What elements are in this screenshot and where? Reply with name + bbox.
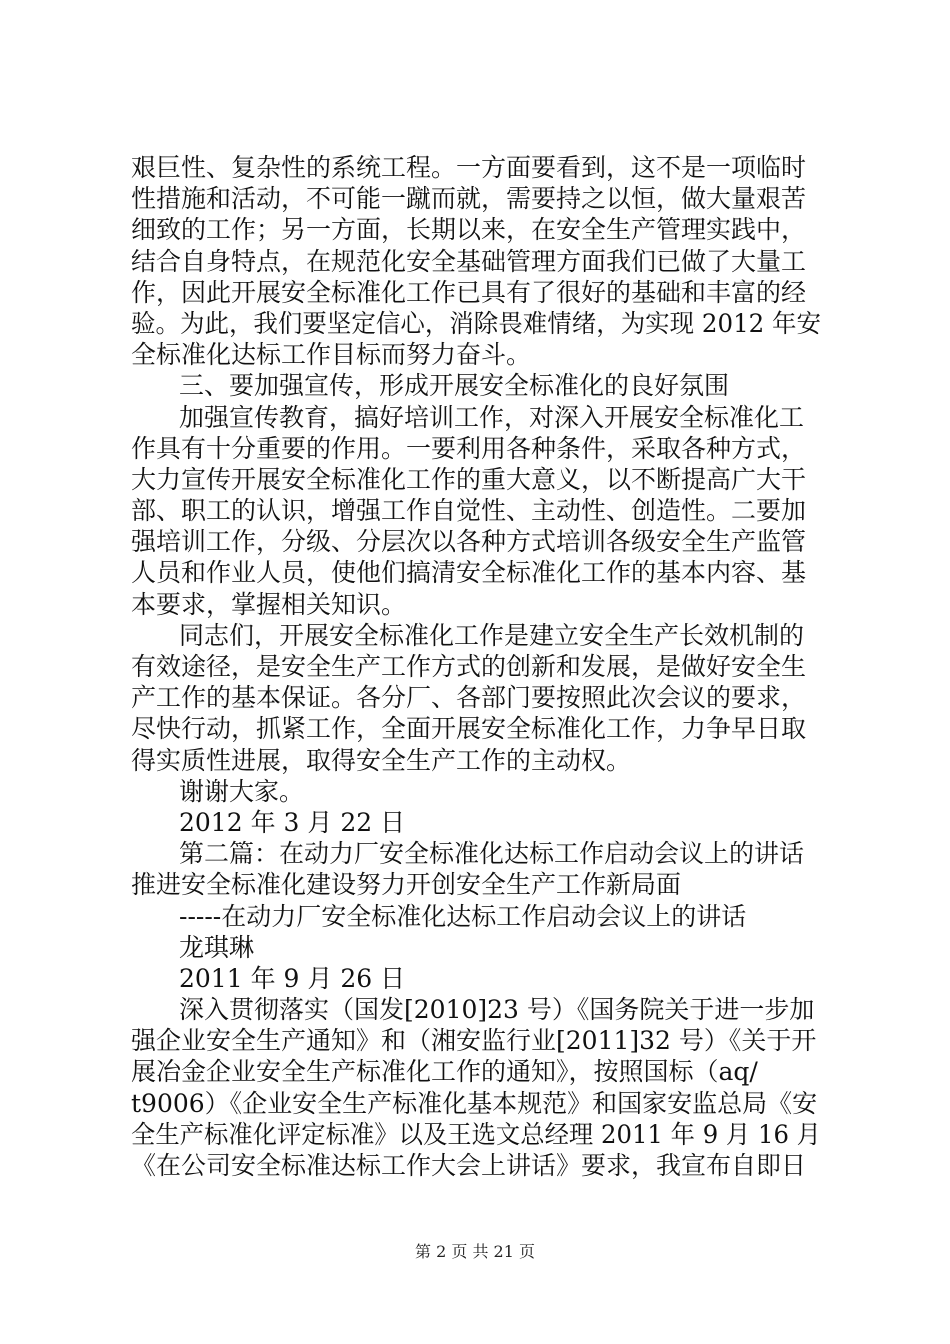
text-line: 尽快行动，抓紧工作，全面开展安全标准化工作，力争早日取	[131, 714, 807, 744]
text-line: 谢谢大家。	[179, 776, 305, 806]
text-line: 第二篇：在动力厂安全标准化达标工作启动会议上的讲话	[179, 839, 805, 869]
text-line: 2012 年 3 月 22 日	[179, 807, 406, 837]
text-line: t9006）《企业安全生产标准化基本规范》和国家安监总局《安	[131, 1088, 818, 1118]
text-line: 深入贯彻落实（国发[2010]23 号）《国务院关于进一步加	[179, 995, 815, 1025]
text-line: 2011 年 9 月 26 日	[179, 963, 406, 993]
text-line: 有效途径，是安全生产工作方式的创新和发展，是做好安全生	[131, 652, 807, 681]
text-line: -----在动力厂安全标准化达标工作启动会议上的讲话	[179, 901, 747, 931]
text-line: 结合自身特点，在规范化安全基础管理方面我们已做了大量工	[131, 246, 807, 276]
text-line: 部、职工的认识，增强工作自觉性、主动性、创造性。二要加	[131, 496, 807, 526]
text-line: 加强宣传教育，搞好培训工作，对深入开展安全标准化工	[179, 402, 805, 432]
text-line: 强培训工作，分级、分层次以各种方式培训各级安全生产监管	[131, 527, 807, 557]
text-line: 性措施和活动，不可能一蹴而就，需要持之以恒，做大量艰苦	[131, 184, 807, 214]
text-line: 作具有十分重要的作用。一要利用各种条件，采取各种方式，	[131, 433, 807, 463]
text-line: 全标准化达标工作目标而努力奋斗。	[131, 340, 532, 370]
document-body	[131, 152, 821, 1181]
text-line: 作，因此开展安全标准化工作已具有了很好的基础和丰富的经	[131, 277, 807, 307]
text-line: 本要求，掌握相关知识。	[131, 589, 407, 619]
text-line: 龙琪琳	[179, 932, 255, 962]
text-line: 得实质性进展，取得安全生产工作的主动权。	[131, 745, 632, 775]
text-line: 人员和作业人员，使他们搞清安全标准化工作的基本内容、基	[131, 558, 807, 588]
text-line: 三、要加强宣传，形成开展安全标准化的良好氛围	[179, 371, 730, 401]
text-line: 验。为此，我们要坚定信心，消除畏难情绪，为实现 2012 年安	[131, 308, 821, 338]
text-line: 艰巨性、复杂性的系统工程。一方面要看到，这不是一项临时	[131, 153, 807, 182]
text-line: 展冶金企业安全生产标准化工作的通知》，按照国标（aq/	[131, 1057, 758, 1087]
page-number-footer: 第 2 页 共 21 页	[415, 1242, 535, 1261]
text-line: 同志们，开展安全标准化工作是建立安全生产长效机制的	[179, 620, 805, 650]
text-line: 强企业安全生产通知》和（湘安监行业[2011]32 号）《关于开	[131, 1026, 817, 1056]
text-line: 大力宣传开展安全标准化工作的重大意义，以不断提高广大干	[131, 464, 807, 494]
text-line: 推进安全标准化建设努力开创安全生产工作新局面	[131, 870, 682, 900]
text-line: 全生产标准化评定标准》以及王选文总经理 2011 年 9 月 16 月	[131, 1119, 821, 1149]
text-line: 产工作的基本保证。各分厂、各部门要按照此次会议的要求，	[131, 683, 807, 713]
text-line: 细致的工作；另一方面，长期以来，在安全生产管理实践中，	[131, 215, 807, 245]
text-line: 《在公司安全标准达标工作大会上讲话》要求，我宣布自即日	[131, 1151, 807, 1180]
